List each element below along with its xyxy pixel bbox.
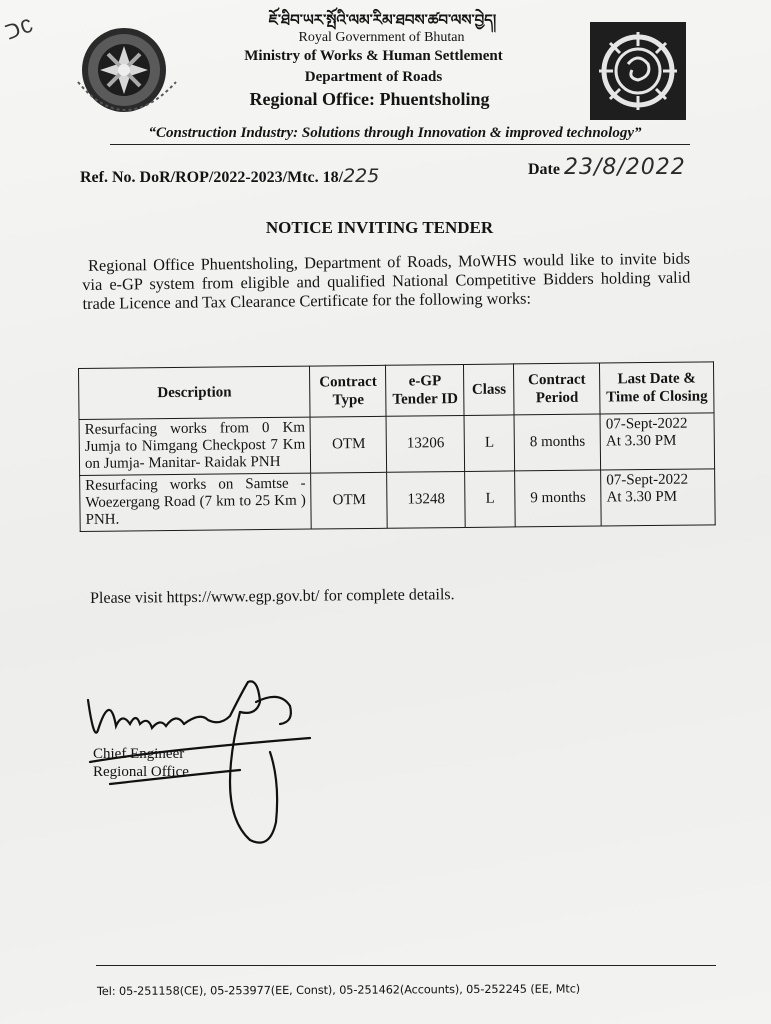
motto: “Construction Industry: Solutions through Innovation & improved technology” bbox=[148, 125, 642, 141]
header-description: Description bbox=[79, 366, 311, 419]
footer-telephone: Tel: 05-251158(CE), 05-253977(EE, Const), 05-251462(Accounts), 05-252245 (EE, Mtc) bbox=[97, 982, 581, 998]
row-description: Resurfacing works on Samtse - Woezergang Road (7 km to 25 Km ) PNH. bbox=[80, 473, 312, 531]
row-contract-type: OTM bbox=[310, 416, 387, 473]
row-contract-type: OTM bbox=[311, 472, 388, 529]
header-divider bbox=[110, 144, 690, 145]
row-closing bbox=[601, 469, 715, 526]
row-class: L bbox=[464, 415, 515, 472]
handwritten-date: 23/8/2022 bbox=[563, 155, 686, 180]
reference-label: Ref. No. DoR/ROP/2022-2023/Mtc. 18/ bbox=[80, 169, 344, 186]
row-description: Resurfacing works from 0 Km Jumja to Nimgang Checkpost 7 Km on Jumja- Manitar- Raidak PNH bbox=[79, 417, 311, 475]
signatory-title: Chief Engineer bbox=[93, 746, 185, 762]
signatory-office: Regional Office bbox=[93, 764, 189, 780]
notice-intro: Regional Office Phuentsholing, Department of Roads, MoWHS would like to invite bids via e-GP system from eligible and qualified National Competitive Bidders holding valid trade Licence and Tax Clearance Certificate for the following works: bbox=[82, 248, 691, 313]
header-tender-id: e-GP Tender ID bbox=[386, 364, 464, 416]
row-closing-date: 07-Sept-2022 bbox=[606, 471, 689, 489]
table-row bbox=[80, 469, 716, 532]
dzongkha-title: ཇོ་ཐིབ་ཡར་སྤོའི་ལམ་རིམ་ཐབས་ཚབ་ལས་བྱེད། bbox=[268, 11, 497, 29]
header-closing: Last Date & Time of Closing bbox=[600, 362, 714, 414]
header-contract-type: Contract Type bbox=[310, 365, 386, 417]
footer-divider bbox=[96, 965, 716, 966]
row-class: L bbox=[465, 471, 516, 528]
header-contract-period: Contract Period bbox=[514, 363, 600, 415]
signatory-block bbox=[93, 745, 189, 781]
table-row bbox=[79, 413, 715, 476]
row-period: 8 months bbox=[514, 414, 601, 471]
reference-handwritten-number: 225 bbox=[343, 165, 380, 187]
reference-date bbox=[528, 155, 686, 180]
row-closing bbox=[600, 413, 714, 470]
row-closing-time: At 3.30 PM bbox=[606, 488, 678, 506]
row-closing-time: At 3.30 PM bbox=[605, 432, 677, 450]
visit-prefix: Please visit bbox=[90, 589, 167, 607]
notice-title: NOTICE INVITING TENDER bbox=[265, 218, 494, 237]
row-closing-date: 07-Sept-2022 bbox=[605, 415, 688, 433]
visit-line bbox=[90, 586, 455, 608]
visit-suffix: for complete details. bbox=[319, 586, 455, 605]
reference-number bbox=[80, 165, 379, 187]
ministry-name: Ministry of Works & Human Settlement bbox=[244, 48, 503, 64]
header-class: Class bbox=[464, 364, 515, 416]
dharma-wheel-logo-icon bbox=[590, 22, 686, 120]
table-header-row bbox=[79, 362, 714, 420]
date-label: Date bbox=[528, 161, 560, 178]
regional-office-name: Regional Office: Phuentsholing bbox=[249, 89, 490, 109]
row-tender-id: 13206 bbox=[386, 415, 464, 472]
egp-link[interactable]: https://www.egp.gov.bt/ bbox=[166, 587, 320, 607]
department-name: Department of Roads bbox=[304, 69, 443, 85]
tender-table bbox=[78, 361, 716, 532]
corner-handwritten-mark: ᑐC bbox=[3, 15, 38, 47]
row-tender-id: 13248 bbox=[387, 471, 465, 528]
government-name: Royal Government of Bhutan bbox=[298, 30, 465, 45]
row-period: 9 months bbox=[515, 470, 602, 527]
